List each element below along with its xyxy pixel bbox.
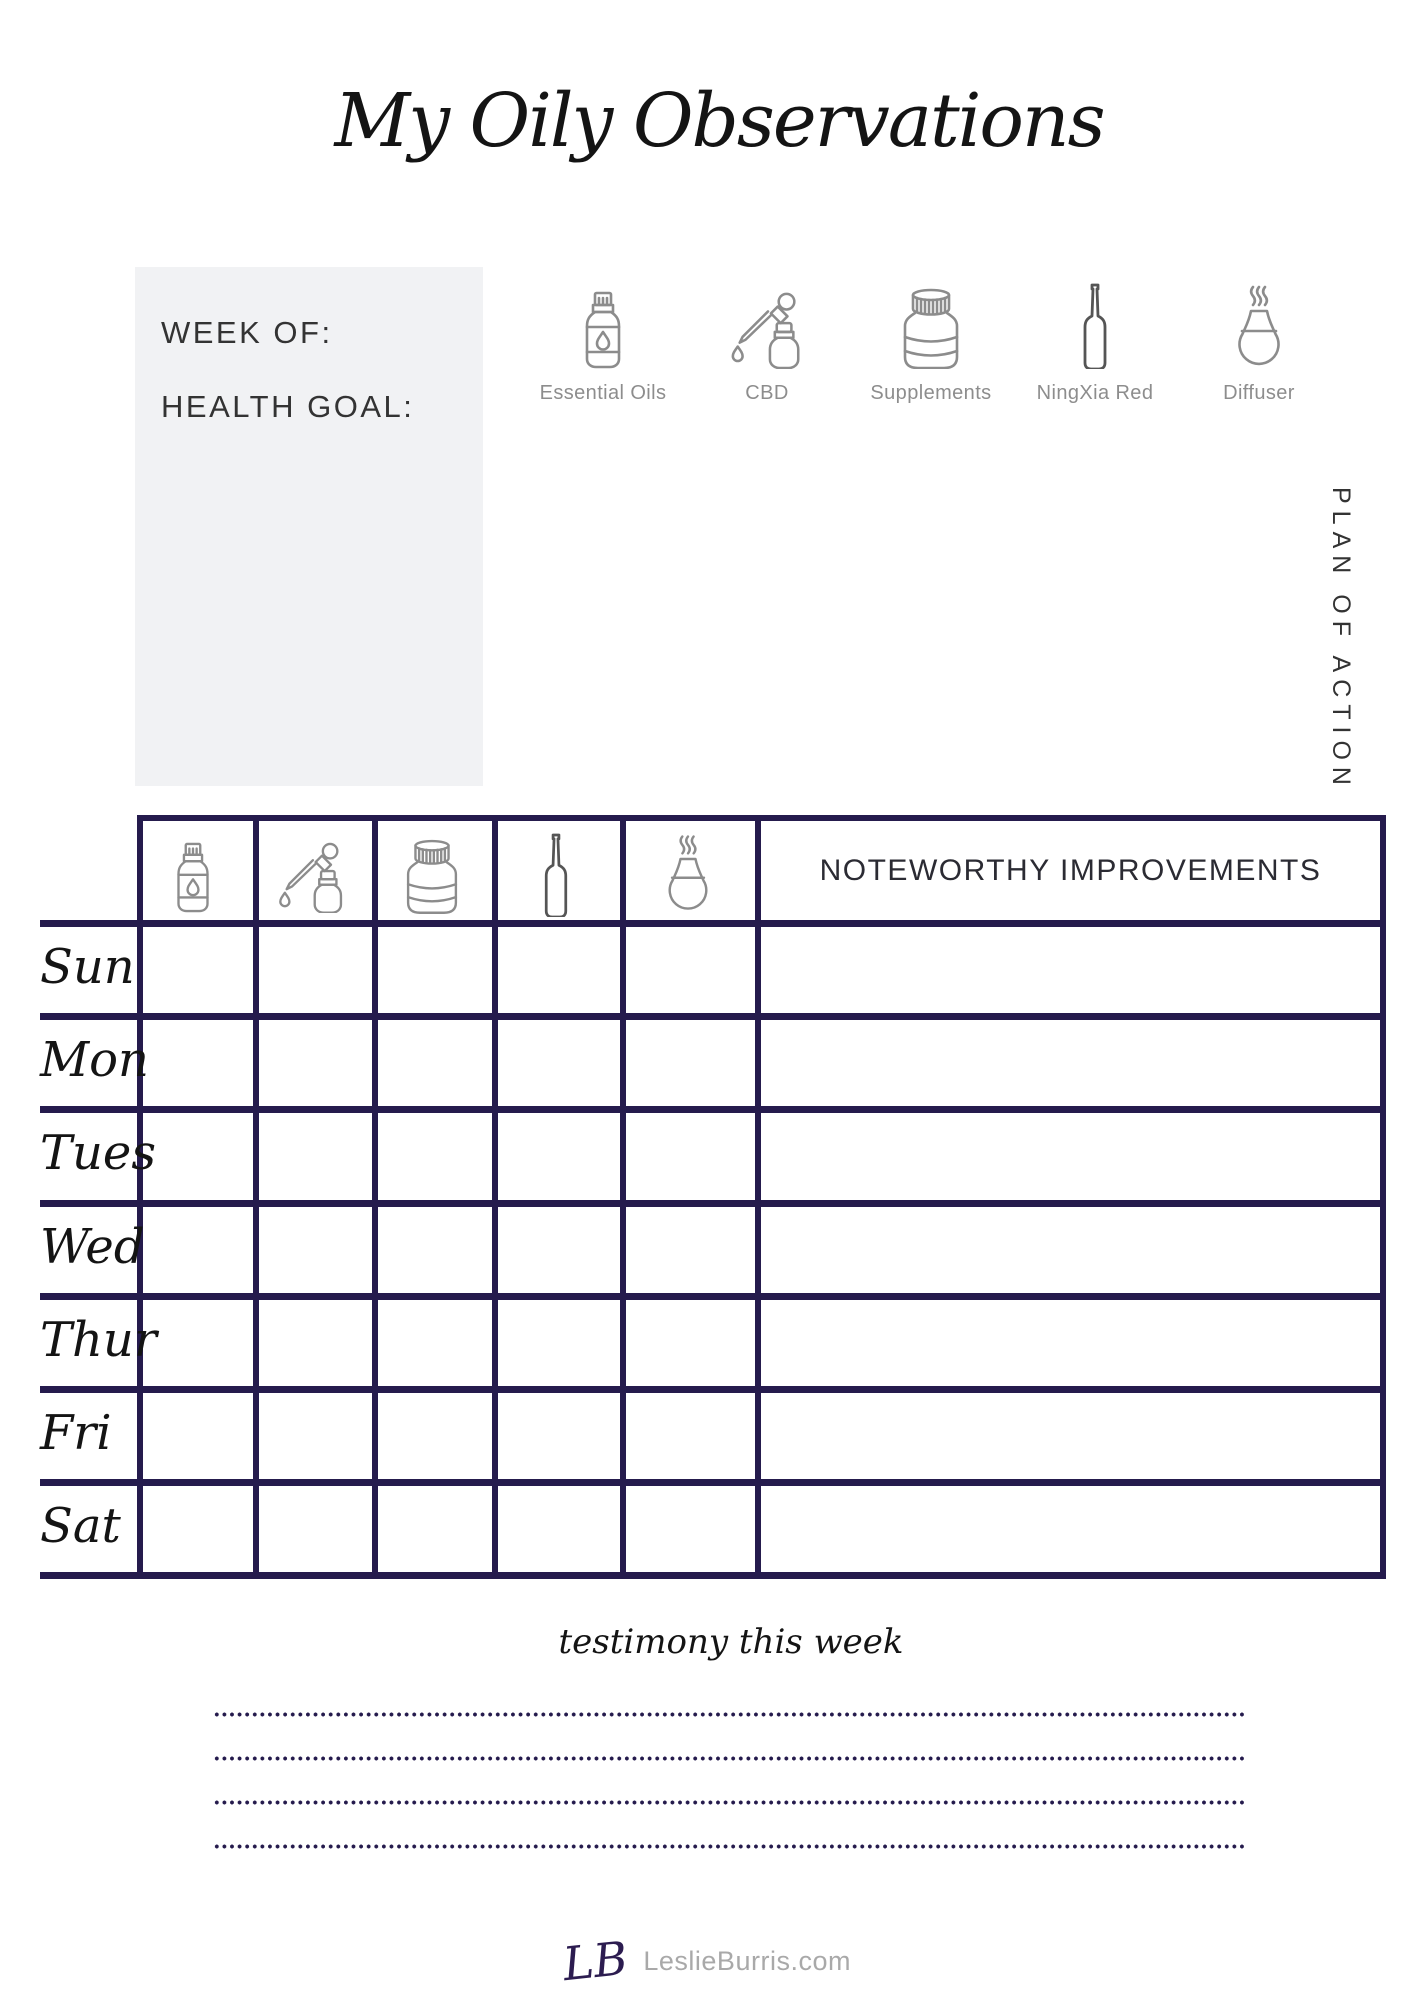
legend-item-diffuser bbox=[1184, 283, 1334, 405]
tracker-cell[interactable] bbox=[620, 1293, 755, 1386]
week-of-input-area[interactable] bbox=[305, 311, 475, 357]
legend-item-cbd bbox=[692, 283, 842, 405]
supplements-jar-icon bbox=[894, 287, 968, 369]
tracker-cell[interactable] bbox=[253, 920, 372, 1013]
tracker-cell[interactable] bbox=[492, 920, 620, 1013]
tracker-cell[interactable] bbox=[492, 1293, 620, 1386]
tracker-cell[interactable] bbox=[372, 1479, 492, 1572]
tracker-cell[interactable] bbox=[372, 1106, 492, 1199]
improvements-cell[interactable] bbox=[755, 1293, 1380, 1386]
testimony-line[interactable] bbox=[213, 1756, 1245, 1761]
tracker-cell[interactable] bbox=[137, 1013, 253, 1106]
cbd-dropper-icon bbox=[726, 289, 808, 369]
ningxia-bottle-icon bbox=[1082, 283, 1108, 369]
diffuser-icon bbox=[658, 834, 718, 914]
tracker-cell[interactable] bbox=[492, 1479, 620, 1572]
tracker-cell[interactable] bbox=[492, 1013, 620, 1106]
tracker-cell[interactable] bbox=[137, 1106, 253, 1199]
tracker-cell[interactable] bbox=[372, 1293, 492, 1386]
day-label-tues: Tues bbox=[40, 1124, 156, 1181]
legend-item-supplements bbox=[856, 283, 1006, 405]
tracker-cell[interactable] bbox=[620, 920, 755, 1013]
lb-monogram-logo: LB bbox=[560, 1930, 631, 1992]
plan-of-action-label: PLAN OF ACTION bbox=[1327, 487, 1355, 792]
tracker-cell[interactable] bbox=[137, 920, 253, 1013]
day-label-mon: Mon bbox=[40, 1031, 149, 1088]
week-goal-panel bbox=[135, 267, 483, 786]
improvements-cell[interactable] bbox=[755, 1199, 1380, 1292]
diffuser-icon bbox=[1227, 285, 1291, 369]
supplements-jar-icon bbox=[398, 838, 466, 914]
legend-item-ningxia-red bbox=[1020, 283, 1170, 405]
improvements-cell[interactable] bbox=[755, 1106, 1380, 1199]
tracker-cell[interactable] bbox=[620, 1479, 755, 1572]
day-label-fri: Fri bbox=[40, 1404, 112, 1461]
grid-line bbox=[40, 1572, 1386, 1579]
tracker-cell[interactable] bbox=[253, 1479, 372, 1572]
tracker-cell[interactable] bbox=[620, 1106, 755, 1199]
tracker-cell[interactable] bbox=[372, 1386, 492, 1479]
testimony-heading: testimony this week bbox=[558, 1622, 904, 1662]
health-goal-label: HEALTH GOAL: bbox=[161, 389, 415, 424]
footer bbox=[0, 1930, 1414, 1992]
health-goal-input-area[interactable] bbox=[143, 432, 475, 772]
tracker-cell[interactable] bbox=[253, 1293, 372, 1386]
improvements-cell[interactable] bbox=[755, 1386, 1380, 1479]
legend-label: CBD bbox=[745, 382, 789, 404]
plan-of-action-write-area[interactable] bbox=[500, 420, 1310, 780]
testimony-line[interactable] bbox=[213, 1712, 1245, 1717]
tracker-cell[interactable] bbox=[492, 1106, 620, 1199]
tracker-cell[interactable] bbox=[137, 1199, 253, 1292]
essential-oil-bottle-icon bbox=[164, 842, 222, 913]
day-label-sat: Sat bbox=[40, 1497, 121, 1554]
tracker-cell[interactable] bbox=[372, 1199, 492, 1292]
website-link[interactable]: LeslieBurris.com bbox=[643, 1945, 851, 1976]
week-of-label: WEEK OF: bbox=[161, 315, 333, 350]
tracker-cell[interactable] bbox=[253, 1106, 372, 1199]
day-label-thur: Thur bbox=[40, 1311, 157, 1368]
improvements-cell[interactable] bbox=[755, 1013, 1380, 1106]
tracker-cell[interactable] bbox=[620, 1386, 755, 1479]
improvements-cell[interactable] bbox=[755, 920, 1380, 1013]
tracker-cell[interactable] bbox=[253, 1199, 372, 1292]
tracker-cell[interactable] bbox=[372, 1013, 492, 1106]
tracker-cell[interactable] bbox=[620, 1013, 755, 1106]
testimony-line[interactable] bbox=[213, 1800, 1245, 1805]
legend-label: NingXia Red bbox=[1036, 382, 1154, 404]
legend-label: Supplements bbox=[870, 382, 992, 404]
testimony-line[interactable] bbox=[213, 1844, 1245, 1849]
essential-oil-bottle-icon bbox=[571, 291, 635, 369]
tracker-cell[interactable] bbox=[372, 920, 492, 1013]
tracker-cell[interactable] bbox=[253, 1013, 372, 1106]
tracker-cell[interactable] bbox=[492, 1199, 620, 1292]
tracker-cells bbox=[137, 920, 1380, 1572]
tracker-cell[interactable] bbox=[137, 1293, 253, 1386]
cbd-dropper-icon bbox=[274, 840, 350, 913]
legend-item-essential-oils bbox=[528, 283, 678, 405]
day-label-sun: Sun bbox=[40, 938, 135, 995]
product-legend bbox=[528, 283, 1334, 405]
tracker-cell[interactable] bbox=[253, 1386, 372, 1479]
noteworthy-improvements-header: NOTEWORTHY IMPROVEMENTS bbox=[819, 853, 1322, 887]
legend-label: Diffuser bbox=[1223, 382, 1295, 404]
grid-line bbox=[1380, 815, 1386, 1579]
tracker-cell[interactable] bbox=[492, 1386, 620, 1479]
tracker-cell[interactable] bbox=[137, 1479, 253, 1572]
tracker-cell[interactable] bbox=[137, 1386, 253, 1479]
ningxia-bottle-icon bbox=[543, 833, 569, 917]
legend-label: Essential Oils bbox=[539, 382, 667, 404]
tracker-cell[interactable] bbox=[620, 1199, 755, 1292]
day-label-wed: Wed bbox=[40, 1218, 145, 1275]
page-title: My Oily Observations bbox=[334, 78, 1104, 164]
improvements-cell[interactable] bbox=[755, 1479, 1380, 1572]
